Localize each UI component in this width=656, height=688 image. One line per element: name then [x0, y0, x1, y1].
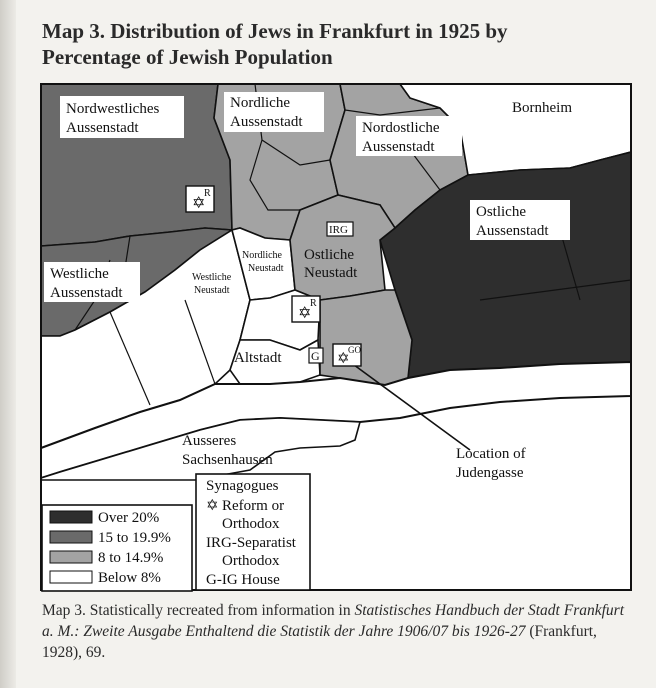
label-sachsenhausen-2: Sachsenhausen: [182, 452, 273, 468]
marker-letter-r-2: R: [310, 298, 317, 309]
synagogue-marker-go: [333, 344, 361, 367]
map-caption: [42, 600, 632, 663]
percentage-legend: [42, 505, 192, 591]
synagogue-marker-reform-center: [292, 296, 320, 322]
legend-swatch-15to20: [50, 531, 92, 543]
label-sachsenhausen-1: Ausseres: [182, 433, 237, 449]
syn-legend-star-icon: ✡: [206, 498, 219, 514]
caption-suffix: (Frankfurt, 1928), 69.: [42, 623, 597, 661]
legend-label-below8: Below 8%: [98, 570, 161, 586]
label-nordostliche-2: Aussenstadt: [362, 139, 435, 155]
syn-legend-line-6: G-IG House: [206, 572, 280, 588]
label-annotation-1: Location of: [456, 446, 526, 462]
label-nordliche-neustadt-2: Neustadt: [248, 263, 284, 274]
legend-swatch-8to15: [50, 551, 92, 563]
irg-marker: [327, 222, 353, 236]
marker-letters-go: GO: [348, 345, 361, 355]
syn-legend-line-5: Orthodox: [222, 553, 280, 569]
legend-swatch-below8: [50, 571, 92, 583]
label-nordwestliches-1: Nordwestliches: [66, 101, 160, 117]
label-westliche-aussen-2: Aussenstadt: [50, 285, 123, 301]
syn-legend-line-3: Orthodox: [222, 516, 280, 532]
map-title-line-1: Map 3. Distribution of Jews in Frankfurt in 1925 by: [42, 19, 508, 43]
star-of-david-icon: ✡: [298, 305, 312, 322]
synagogue-marker-reform-nw: [186, 186, 214, 212]
star-of-david-icon: ✡: [192, 195, 206, 212]
label-nordliche-aussen-1: Nordliche: [230, 95, 290, 111]
label-nordliche-aussen-2: Aussenstadt: [230, 114, 303, 130]
syn-legend-line-4: IRG-Separatist: [206, 535, 296, 551]
label-ostliche-aussen-1: Ostliche: [476, 204, 526, 220]
g-house-marker: [309, 348, 323, 363]
irg-label: IRG: [329, 224, 348, 236]
legend-label-15to20: 15 to 19.9%: [98, 530, 171, 546]
label-nordliche-neustadt-1: Nordliche: [242, 250, 282, 261]
g-label: G: [311, 349, 320, 363]
label-annotation-2: Judengasse: [456, 465, 524, 481]
map-title-line-2: Percentage of Jewish Population: [42, 45, 333, 69]
caption-prefix: Map 3. Statistically recreated from information in: [42, 602, 355, 619]
label-nordwestliches-2: Aussenstadt: [66, 120, 139, 136]
label-westliche-neustadt-2: Neustadt: [194, 285, 230, 296]
label-nordostliche-1: Nordostliche: [362, 120, 440, 136]
label-ostliche-neustadt-1: Ostliche: [304, 247, 354, 263]
caption-source: Statistisches Handbuch der Stadt Frankfurt a. M.: Zweite Ausgabe Enthaltend die Statistik der Jahre 1906/07 bis 1926-27: [42, 602, 625, 640]
label-altstadt: Altstadt: [234, 350, 282, 366]
legend-label-8to15: 8 to 14.9%: [98, 550, 164, 566]
legend-swatch-over20: [50, 511, 92, 523]
synagogue-legend: [196, 474, 310, 590]
label-westliche-aussen-1: Westliche: [50, 266, 109, 282]
label-ostliche-aussen-2: Aussenstadt: [476, 223, 549, 239]
label-westliche-neustadt-1: Westliche: [192, 272, 232, 283]
legend-label-over20: Over 20%: [98, 510, 160, 526]
syn-legend-line-2: Reform or: [222, 498, 285, 514]
district-judengasse-area: [320, 290, 412, 385]
syn-legend-line-1: Synagogues: [206, 478, 279, 494]
label-bornheim: Bornheim: [512, 100, 572, 116]
label-ostliche-neustadt-2: Neustadt: [304, 265, 358, 281]
star-of-david-icon: ✡: [337, 351, 350, 367]
marker-letter-r: R: [204, 188, 211, 199]
